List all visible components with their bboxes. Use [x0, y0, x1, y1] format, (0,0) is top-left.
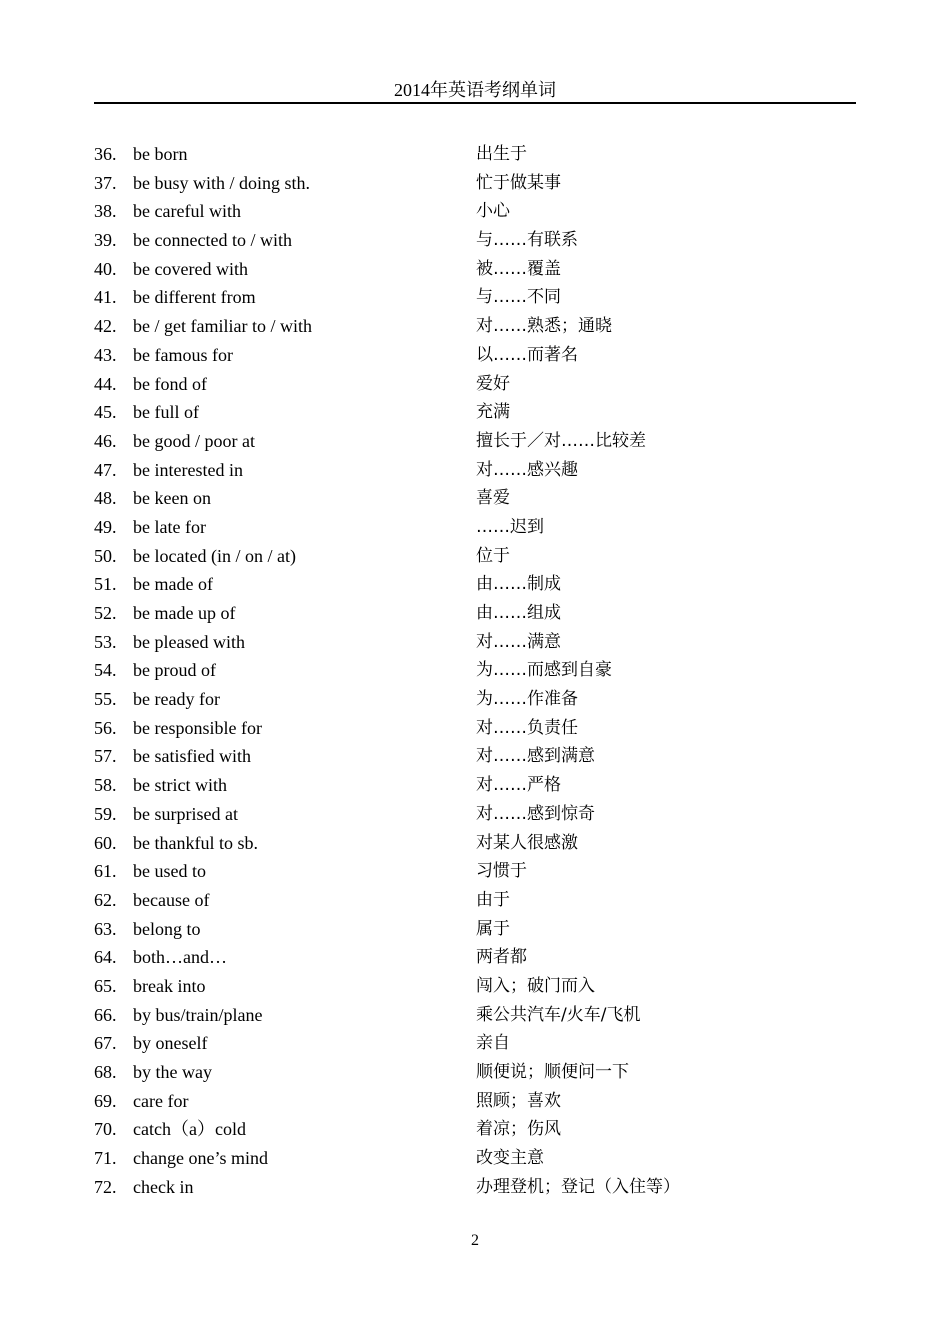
entry-english-phrase: by the way: [133, 1062, 212, 1082]
entry-number: 38.: [94, 201, 117, 222]
entry-english-phrase: be located (in / on / at): [133, 545, 296, 566]
entry-number: 62.: [94, 889, 117, 910]
entry-number: 52.: [94, 603, 117, 623]
entry-english-phrase: be proud of: [133, 660, 216, 681]
entry-number: 36.: [94, 144, 117, 164]
entry-chinese-meaning: 对……满意: [476, 631, 561, 652]
entry-chinese-meaning: 闯入；破门而入: [476, 975, 595, 996]
entry-chinese-meaning: 对……严格: [476, 775, 561, 796]
entry-number: 70.: [94, 1119, 117, 1140]
entry-chinese-meaning: 顺便说；顺便问一下: [476, 1062, 629, 1082]
list-item: [94, 427, 856, 456]
entry-english-phrase: both…and…: [133, 947, 227, 968]
entry-english-phrase: be born: [133, 144, 188, 164]
entry-english-phrase: be thankful to sb.: [133, 832, 258, 853]
entry-number: 39.: [94, 230, 117, 251]
entry-number: 60.: [94, 832, 117, 853]
entry-chinese-meaning: 为……而感到自豪: [476, 660, 612, 681]
entry-chinese-meaning: 着凉；伤风: [476, 1119, 561, 1140]
entry-chinese-meaning: 喜爱: [476, 488, 510, 509]
entry-chinese-meaning: 充满: [476, 402, 510, 423]
list-item: [94, 829, 856, 858]
page-header-title: 2014年英语考纲单词: [394, 80, 556, 100]
entry-number: 40.: [94, 258, 117, 279]
entry-number: 42.: [94, 316, 117, 337]
list-item: [94, 943, 856, 972]
list-item: [94, 169, 856, 198]
entry-chinese-meaning: 对……感到满意: [476, 746, 595, 767]
entry-chinese-meaning: 由……制成: [476, 574, 561, 595]
entry-chinese-meaning: 小心: [476, 201, 510, 222]
entry-chinese-meaning: 被……覆盖: [476, 258, 561, 279]
entry-chinese-meaning: 亲自: [476, 1033, 510, 1054]
entry-number: 45.: [94, 402, 117, 423]
entry-number: 37.: [94, 172, 117, 193]
list-item: [94, 771, 856, 800]
list-item: [94, 800, 856, 829]
entry-number: 64.: [94, 947, 117, 968]
entry-chinese-meaning: 办理登机；登记（入住等）: [476, 1176, 680, 1197]
list-item: [94, 1173, 856, 1202]
list-item: [94, 915, 856, 944]
entry-number: 54.: [94, 660, 117, 681]
entry-chinese-meaning: 对……感兴趣: [476, 459, 578, 480]
entry-english-phrase: care for: [133, 1090, 189, 1111]
entry-number: 47.: [94, 459, 117, 480]
entry-chinese-meaning: 爱好: [476, 373, 510, 394]
entry-chinese-meaning: 擅长于／对……比较差: [476, 430, 646, 451]
entry-english-phrase: by oneself: [133, 1033, 208, 1054]
list-item: [94, 1001, 856, 1030]
page-number: 2: [471, 1232, 479, 1249]
list-item: [94, 1087, 856, 1116]
list-item: [94, 1115, 856, 1144]
entry-english-phrase: be interested in: [133, 459, 243, 480]
list-item: [94, 656, 856, 685]
entry-english-phrase: catch（a）cold: [133, 1119, 246, 1140]
entry-number: 46.: [94, 430, 117, 451]
list-item: [94, 972, 856, 1001]
list-item: [94, 513, 856, 542]
entry-number: 69.: [94, 1090, 117, 1111]
list-item: [94, 140, 856, 169]
entry-number: 72.: [94, 1176, 117, 1197]
entry-chinese-meaning: ……迟到: [476, 516, 544, 537]
entry-english-phrase: be made of: [133, 574, 213, 595]
entry-number: 51.: [94, 574, 117, 595]
list-item: [94, 714, 856, 743]
entry-english-phrase: be satisfied with: [133, 746, 251, 767]
entry-chinese-meaning: 对某人很感激: [476, 832, 578, 853]
entry-number: 55.: [94, 689, 117, 710]
list-item: [94, 742, 856, 771]
entry-chinese-meaning: 为……作准备: [476, 689, 578, 710]
entry-english-phrase: because of: [133, 889, 210, 910]
list-item: [94, 570, 856, 599]
entry-english-phrase: be pleased with: [133, 631, 245, 652]
entry-chinese-meaning: 忙于做某事: [476, 172, 561, 193]
entry-number: 49.: [94, 516, 117, 537]
entry-english-phrase: be surprised at: [133, 803, 238, 824]
list-item: [94, 1058, 856, 1087]
list-item: [94, 255, 856, 284]
entry-english-phrase: be late for: [133, 516, 206, 537]
entry-number: 56.: [94, 717, 117, 738]
list-item: [94, 226, 856, 255]
vocabulary-list: [94, 140, 856, 1201]
list-item: [94, 886, 856, 915]
entry-chinese-meaning: 由……组成: [476, 603, 561, 623]
list-item: [94, 197, 856, 226]
entry-number: 50.: [94, 545, 117, 566]
entry-english-phrase: be ready for: [133, 689, 220, 710]
entry-number: 63.: [94, 918, 117, 939]
entry-english-phrase: be connected to / with: [133, 230, 292, 251]
entry-english-phrase: be keen on: [133, 488, 211, 509]
entry-english-phrase: check in: [133, 1176, 194, 1197]
entry-number: 65.: [94, 975, 117, 996]
entry-number: 68.: [94, 1062, 117, 1082]
entry-chinese-meaning: 照顾；喜欢: [476, 1090, 561, 1111]
list-item: [94, 1029, 856, 1058]
entry-english-phrase: be covered with: [133, 258, 248, 279]
entry-chinese-meaning: 两者都: [476, 947, 527, 968]
entry-number: 66.: [94, 1004, 117, 1025]
entry-number: 58.: [94, 775, 117, 796]
entry-chinese-meaning: 属于: [476, 918, 510, 939]
entry-number: 57.: [94, 746, 117, 767]
entry-number: 59.: [94, 803, 117, 824]
list-item: [94, 628, 856, 657]
entry-english-phrase: be used to: [133, 861, 206, 882]
entry-english-phrase: be made up of: [133, 603, 236, 623]
list-item: [94, 599, 856, 628]
entry-number: 48.: [94, 488, 117, 509]
entry-chinese-meaning: 由于: [476, 889, 510, 910]
entry-english-phrase: be different from: [133, 287, 256, 308]
entry-number: 61.: [94, 861, 117, 882]
entry-number: 44.: [94, 373, 117, 394]
list-item: [94, 857, 856, 886]
entry-english-phrase: by bus/train/plane: [133, 1004, 263, 1025]
entry-chinese-meaning: 与……有联系: [476, 230, 578, 251]
list-item: [94, 398, 856, 427]
entry-english-phrase: be / get familiar to / with: [133, 316, 312, 337]
entry-english-phrase: break into: [133, 975, 206, 996]
entry-chinese-meaning: 与……不同: [476, 287, 561, 308]
header-divider: [94, 102, 856, 104]
entry-english-phrase: be careful with: [133, 201, 241, 222]
entry-number: 43.: [94, 344, 117, 365]
entry-english-phrase: be famous for: [133, 344, 233, 365]
list-item: [94, 283, 856, 312]
entry-chinese-meaning: 习惯于: [476, 861, 527, 882]
list-item: [94, 370, 856, 399]
entry-chinese-meaning: 对……负责任: [476, 717, 578, 738]
list-item: [94, 341, 856, 370]
entry-english-phrase: belong to: [133, 918, 201, 939]
entry-english-phrase: be good / poor at: [133, 430, 255, 451]
entry-english-phrase: be fond of: [133, 373, 207, 394]
entry-english-phrase: be full of: [133, 402, 199, 423]
entry-english-phrase: change one’s mind: [133, 1148, 268, 1169]
entry-chinese-meaning: 乘公共汽车/火车/飞机: [476, 1004, 641, 1025]
entry-english-phrase: be busy with / doing sth.: [133, 172, 311, 193]
list-item: [94, 484, 856, 513]
entry-chinese-meaning: 位于: [476, 545, 510, 566]
list-item: [94, 685, 856, 714]
list-item: [94, 1144, 856, 1173]
entry-number: 53.: [94, 631, 117, 652]
entry-english-phrase: be responsible for: [133, 717, 262, 738]
entry-chinese-meaning: 对……感到惊奇: [476, 803, 595, 824]
entry-english-phrase: be strict with: [133, 775, 227, 796]
entry-number: 71.: [94, 1148, 117, 1169]
list-item: [94, 456, 856, 485]
entry-chinese-meaning: 出生于: [476, 144, 527, 164]
entry-chinese-meaning: 以……而著名: [476, 344, 578, 365]
entry-number: 67.: [94, 1033, 117, 1054]
entry-chinese-meaning: 改变主意: [476, 1148, 544, 1169]
list-item: [94, 312, 856, 341]
entry-number: 41.: [94, 287, 117, 308]
list-item: [94, 542, 856, 571]
entry-chinese-meaning: 对……熟悉；通晓: [476, 316, 612, 337]
